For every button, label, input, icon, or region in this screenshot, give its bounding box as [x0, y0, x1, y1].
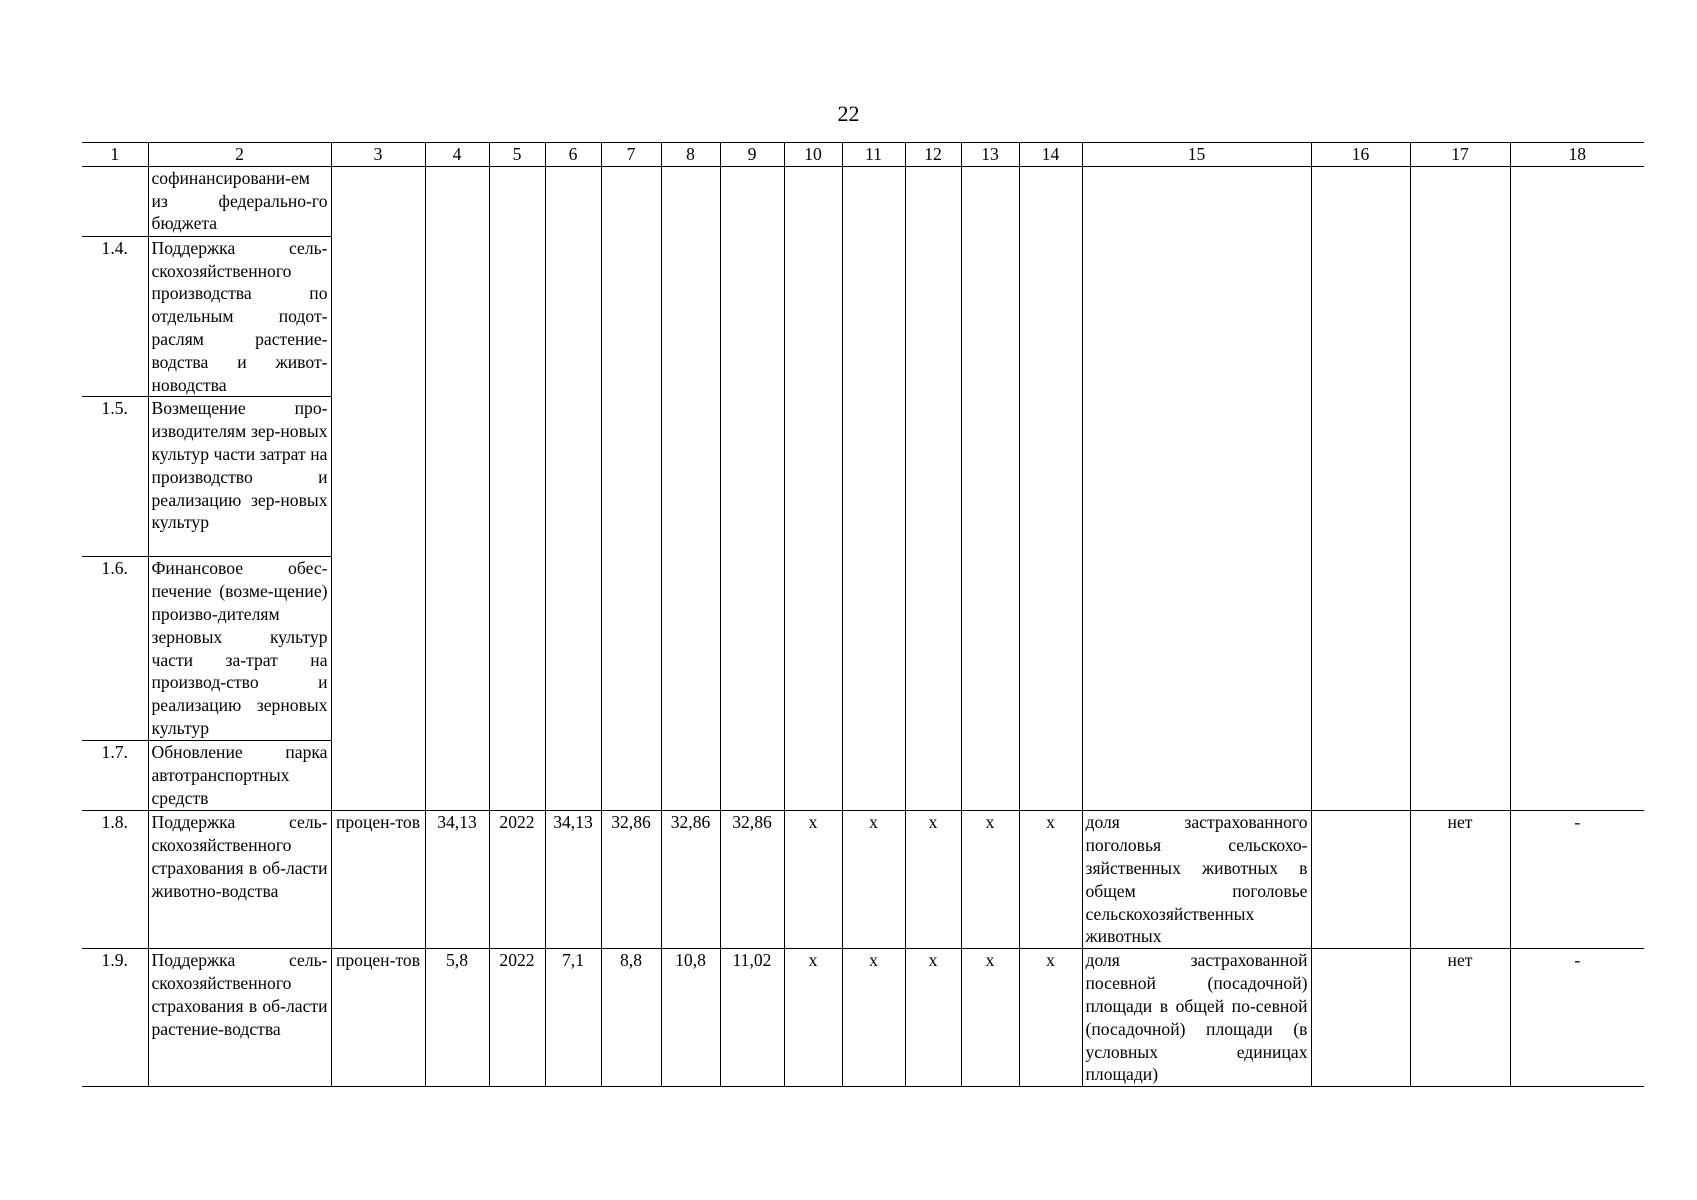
- row-name: Возмещение про-изводителям зер-новых культур части затрат на производство и реализацию зер-новых культур: [148, 397, 331, 557]
- empty-cell: [601, 166, 661, 811]
- value-cell: [1311, 811, 1410, 949]
- table-row: [82, 166, 1644, 236]
- empty-cell: [720, 166, 784, 811]
- column-header: 18: [1510, 143, 1644, 167]
- value-cell: 34,13: [425, 811, 489, 949]
- value-cell: 32,86: [720, 811, 784, 949]
- value-cell: x: [842, 949, 905, 1087]
- empty-cell: [905, 166, 961, 811]
- table-row: [82, 811, 1644, 949]
- empty-cell: [545, 166, 601, 811]
- column-header: 16: [1311, 143, 1410, 167]
- row-number: 1.9.: [82, 949, 148, 1087]
- column-header: 1: [82, 143, 148, 167]
- empty-cell: [1311, 166, 1410, 811]
- empty-cell: [842, 166, 905, 811]
- column-header: 8: [661, 143, 720, 167]
- column-header: 6: [545, 143, 601, 167]
- value-cell: 5,8: [425, 949, 489, 1087]
- empty-cell: [1410, 166, 1510, 811]
- value-cell: [1311, 949, 1410, 1087]
- empty-cell: [1019, 166, 1082, 811]
- column-header: 11: [842, 143, 905, 167]
- value-cell: нет: [1410, 811, 1510, 949]
- row-name: Поддержка сель-скохозяйственного страхования в об-ласти растение-водства: [148, 949, 331, 1087]
- row-number: 1.6.: [82, 557, 148, 741]
- empty-cell: [425, 166, 489, 811]
- year-cell: 2022: [489, 949, 545, 1087]
- table-row: [82, 949, 1644, 1087]
- indicator-cell: доля застрахованной посевной (посадочной) площади в общей по-севной (посадочной) площади (в условных единицах площади): [1082, 949, 1311, 1087]
- value-cell: x: [784, 949, 842, 1087]
- value-cell: 8,8: [601, 949, 661, 1087]
- row-number: 1.8.: [82, 811, 148, 949]
- column-header: 4: [425, 143, 489, 167]
- row-number: 1.5.: [82, 397, 148, 557]
- column-header: 17: [1410, 143, 1510, 167]
- value-cell: x: [961, 811, 1019, 949]
- column-header: 10: [784, 143, 842, 167]
- column-header: 12: [905, 143, 961, 167]
- column-header: 3: [331, 143, 425, 167]
- value-cell: x: [842, 811, 905, 949]
- unit-cell: процен-тов: [331, 811, 425, 949]
- row-name: Финансовое обес-печение (возме-щение) произво-дителям зерновых культур части за-трат на производ-ство и реализацию зерновых культур: [148, 557, 331, 741]
- row-name: Поддержка сель-скохозяйственного производства по отдельным подот-раслям растение-водства и живот-новодства: [148, 236, 331, 397]
- column-header: 14: [1019, 143, 1082, 167]
- value-cell: 10,8: [661, 949, 720, 1087]
- indicators-table: [82, 142, 1644, 1087]
- empty-cell: [661, 166, 720, 811]
- column-header: 9: [720, 143, 784, 167]
- empty-cell: [961, 166, 1019, 811]
- row-name: Обновление парка автотранспортных средств: [148, 741, 331, 811]
- empty-cell: [1510, 166, 1644, 811]
- empty-cell: [331, 166, 425, 811]
- row-name: Поддержка сель-скохозяйственного страхования в об-ласти животно-водства: [148, 811, 331, 949]
- value-cell: нет: [1410, 949, 1510, 1087]
- column-number-row: [82, 143, 1644, 167]
- row-number: 1.4.: [82, 236, 148, 397]
- value-cell: x: [1019, 811, 1082, 949]
- column-header: 5: [489, 143, 545, 167]
- column-header: 2: [148, 143, 331, 167]
- value-cell: x: [784, 811, 842, 949]
- column-header: 7: [601, 143, 661, 167]
- value-cell: 7,1: [545, 949, 601, 1087]
- empty-cell: [489, 166, 545, 811]
- value-cell: x: [961, 949, 1019, 1087]
- column-header: 15: [1082, 143, 1311, 167]
- value-cell: x: [905, 949, 961, 1087]
- column-header: 13: [961, 143, 1019, 167]
- value-cell: x: [905, 811, 961, 949]
- value-cell: 32,86: [601, 811, 661, 949]
- row-number: 1.7.: [82, 741, 148, 811]
- indicator-cell: доля застрахованного поголовья сельскохо-зяйственных животных в общем поголовье сельскохозяйственных животных: [1082, 811, 1311, 949]
- empty-cell: [1082, 166, 1311, 811]
- year-cell: 2022: [489, 811, 545, 949]
- empty-cell: [784, 166, 842, 811]
- unit-cell: процен-тов: [331, 949, 425, 1087]
- value-cell: 11,02: [720, 949, 784, 1087]
- page-number: 22: [837, 101, 860, 126]
- value-cell: x: [1019, 949, 1082, 1087]
- value-cell: -: [1510, 811, 1644, 949]
- row-number: [82, 166, 148, 236]
- row-name: софинансировани-ем из федерально-го бюджета: [148, 166, 331, 236]
- value-cell: 34,13: [545, 811, 601, 949]
- value-cell: -: [1510, 949, 1644, 1087]
- value-cell: 32,86: [661, 811, 720, 949]
